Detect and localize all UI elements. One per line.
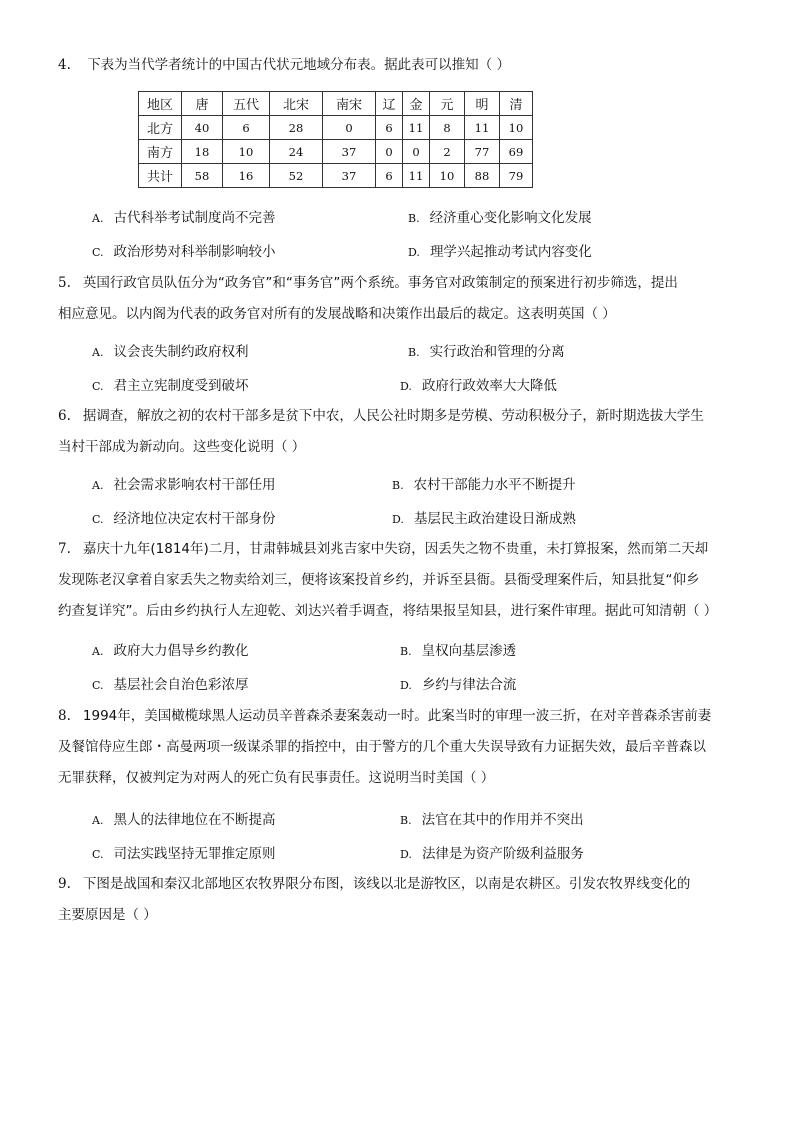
question-stem-line: 及餐馆侍应生郎・高曼两项一级谋杀罪的指控中，由于警方的几个重大失误导致有力证据失效，最后辛普森以 xyxy=(58,739,706,755)
option-b[interactable] xyxy=(400,639,516,659)
question-6 xyxy=(58,401,748,463)
option-c[interactable] xyxy=(92,240,276,260)
option-text: 法官在其中的作用并不突出 xyxy=(421,812,584,828)
question-stem-line: 相应意见。以内阁为代表的政务官对所有的发展战略和决策作出最后的裁定。这表明英国（ ） xyxy=(58,306,616,322)
option-text: 经济地位决定农村干部身份 xyxy=(113,511,276,527)
option-letter: A. xyxy=(92,645,104,658)
option-text: 司法实践坚持无罪推定原则 xyxy=(113,846,276,862)
table-cell: 10 xyxy=(223,140,270,164)
table-cell: 11 xyxy=(403,116,430,140)
zhuangyuan-distribution-table xyxy=(138,91,533,188)
question-stem-line: 1994年，美国橄榄球黑人运动员辛普森杀妻案轰动一时。此案当时的审理一波三折，在对辛普森杀害前妻 xyxy=(82,708,712,724)
table-cell: 58 xyxy=(182,164,223,188)
option-letter: C. xyxy=(92,380,104,393)
option-b[interactable] xyxy=(408,340,565,360)
option-text: 皇权向基层渗透 xyxy=(421,643,517,659)
table-cell: 共计 xyxy=(139,164,182,188)
table-cell: 6 xyxy=(223,116,270,140)
option-b[interactable] xyxy=(408,206,592,226)
table-cell: 0 xyxy=(323,116,376,140)
option-text: 古代科举考试制度尚不完善 xyxy=(113,210,276,226)
table-header-cell: 唐 xyxy=(182,92,223,116)
question-stem-line: 下图是战国和秦汉北部地区农牧界限分布图，该线以北是游牧区，以南是农耕区。引发农牧界线变化的 xyxy=(82,876,691,892)
option-letter: D. xyxy=(400,380,412,393)
option-letter: C. xyxy=(92,848,104,861)
option-a[interactable] xyxy=(92,340,248,360)
table-header-cell: 南宋 xyxy=(323,92,376,116)
option-letter: B. xyxy=(408,212,420,225)
table-cell: 18 xyxy=(182,140,223,164)
option-b[interactable] xyxy=(400,808,584,828)
option-a[interactable] xyxy=(92,639,248,659)
option-c[interactable] xyxy=(92,673,249,693)
question-stem-line: 主要原因是（ ） xyxy=(58,907,157,923)
table-cell: 16 xyxy=(223,164,270,188)
option-text: 基层民主政治建设日渐成熟 xyxy=(413,511,576,527)
question-number: 4. xyxy=(58,57,71,73)
question-9 xyxy=(58,869,748,931)
table-header-cell: 金 xyxy=(403,92,430,116)
option-letter: C. xyxy=(92,679,104,692)
table-cell: 69 xyxy=(500,140,533,164)
table-header-cell: 元 xyxy=(430,92,465,116)
table-cell: 37 xyxy=(323,140,376,164)
option-d[interactable] xyxy=(400,842,584,862)
option-letter: A. xyxy=(92,212,104,225)
question-number: 7. xyxy=(58,541,71,557)
question-stem-line: 英国行政官员队伍分为“政务官”和“事务官”两个系统。事务官对政策制定的预案进行初步筛选，提出 xyxy=(82,275,678,291)
option-c[interactable] xyxy=(92,374,249,394)
table-cell: 6 xyxy=(376,164,403,188)
table-cell: 南方 xyxy=(139,140,182,164)
table-row xyxy=(139,116,533,140)
option-a[interactable] xyxy=(92,808,275,828)
option-text: 经济重心变化影响文化发展 xyxy=(429,210,592,226)
table-header-cell: 地区 xyxy=(139,92,182,116)
option-letter: C. xyxy=(92,513,104,526)
question-stem-line: 发现陈老汉拿着自家丢失之物卖给刘三，便将该案投首乡约，并诉至县衙。县衙受理案件后，知县批复“仰乡 xyxy=(58,572,700,588)
option-letter: B. xyxy=(408,346,420,359)
table-header-cell: 北宋 xyxy=(270,92,323,116)
option-letter: A. xyxy=(92,479,104,492)
option-d[interactable] xyxy=(400,673,516,693)
table-row xyxy=(139,140,533,164)
option-d[interactable] xyxy=(408,240,592,260)
option-text: 社会需求影响农村干部任用 xyxy=(113,477,276,493)
option-text: 政府行政效率大大降低 xyxy=(421,378,557,394)
table-cell: 10 xyxy=(500,116,533,140)
question-7 xyxy=(58,534,748,627)
question-number: 5. xyxy=(58,275,71,291)
option-letter: A. xyxy=(92,814,104,827)
table-cell: 11 xyxy=(403,164,430,188)
option-text: 农村干部能力水平不断提升 xyxy=(413,477,576,493)
table-cell: 0 xyxy=(403,140,430,164)
option-text: 实行政治和管理的分离 xyxy=(429,344,565,360)
table-cell: 40 xyxy=(182,116,223,140)
option-text: 法律是为资产阶级利益服务 xyxy=(421,846,584,862)
table-cell: 2 xyxy=(430,140,465,164)
table-cell: 79 xyxy=(500,164,533,188)
option-text: 基层社会自治色彩浓厚 xyxy=(113,677,249,693)
question-stem-line: 嘉庆十九年(1814年)二月，甘肃韩城县刘兆吉家中失窃，因丢失之物不贵重，未打算报案，然而第二天却 xyxy=(82,541,709,557)
option-text: 君主立宪制度受到破坏 xyxy=(113,378,249,394)
question-number: 8. xyxy=(58,708,71,724)
table-header-cell: 五代 xyxy=(223,92,270,116)
option-b[interactable] xyxy=(392,473,576,493)
table-cell: 6 xyxy=(376,116,403,140)
table-cell: 0 xyxy=(376,140,403,164)
option-a[interactable] xyxy=(92,473,275,493)
table-cell: 77 xyxy=(465,140,500,164)
option-a[interactable] xyxy=(92,206,275,226)
table-cell: 37 xyxy=(323,164,376,188)
option-c[interactable] xyxy=(92,842,276,862)
table-cell: 8 xyxy=(430,116,465,140)
table-cell: 24 xyxy=(270,140,323,164)
option-d[interactable] xyxy=(400,374,557,394)
question-stem-line: 当村干部成为新动向。这些变化说明（ ） xyxy=(58,439,306,455)
option-letter: D. xyxy=(400,679,412,692)
question-8 xyxy=(58,701,748,794)
table-cell: 88 xyxy=(465,164,500,188)
table-header-cell: 明 xyxy=(465,92,500,116)
table-cell: 28 xyxy=(270,116,323,140)
option-text: 黑人的法律地位在不断提高 xyxy=(113,812,276,828)
table-cell: 北方 xyxy=(139,116,182,140)
question-stem: 下表为当代学者统计的中国古代状元地域分布表。据此表可以推知（ ） xyxy=(87,57,510,73)
option-letter: B. xyxy=(400,814,412,827)
table-row xyxy=(139,164,533,188)
table-cell: 10 xyxy=(430,164,465,188)
option-letter: D. xyxy=(400,848,412,861)
option-c[interactable] xyxy=(92,507,276,527)
question-5 xyxy=(58,268,748,330)
option-letter: C. xyxy=(92,246,104,259)
option-letter: D. xyxy=(408,246,420,259)
option-letter: A. xyxy=(92,346,104,359)
option-letter: B. xyxy=(400,645,412,658)
table-header-cell: 辽 xyxy=(376,92,403,116)
option-letter: D. xyxy=(392,513,404,526)
question-4 xyxy=(58,50,748,81)
option-letter: B. xyxy=(392,479,404,492)
option-text: 乡约与律法合流 xyxy=(421,677,517,693)
table-cell: 11 xyxy=(465,116,500,140)
question-number: 9. xyxy=(58,876,71,892)
option-text: 理学兴起推动考试内容变化 xyxy=(429,244,592,260)
option-d[interactable] xyxy=(392,507,576,527)
question-stem-line: 据调查，解放之初的农村干部多是贫下中农，人民公社时期多是劳模、劳动积极分子，新时期选拔大学生 xyxy=(82,408,704,424)
table-header-row xyxy=(139,92,533,116)
question-stem-line: 无罪获释，仅被判定为对两人的死亡负有民事责任。这说明当时美国（ ） xyxy=(58,770,495,786)
question-number: 6. xyxy=(58,408,71,424)
table-header-cell: 清 xyxy=(500,92,533,116)
option-text: 议会丧失制约政府权利 xyxy=(113,344,249,360)
table-cell: 52 xyxy=(270,164,323,188)
option-text: 政治形势对科举制影响较小 xyxy=(113,244,276,260)
question-stem-line: 约查复详究”。后由乡约执行人左迎乾、刘达兴着手调查，将结果报呈知县，进行案件审理。据此可知清朝（ ） xyxy=(58,603,718,619)
option-text: 政府大力倡导乡约教化 xyxy=(113,643,249,659)
